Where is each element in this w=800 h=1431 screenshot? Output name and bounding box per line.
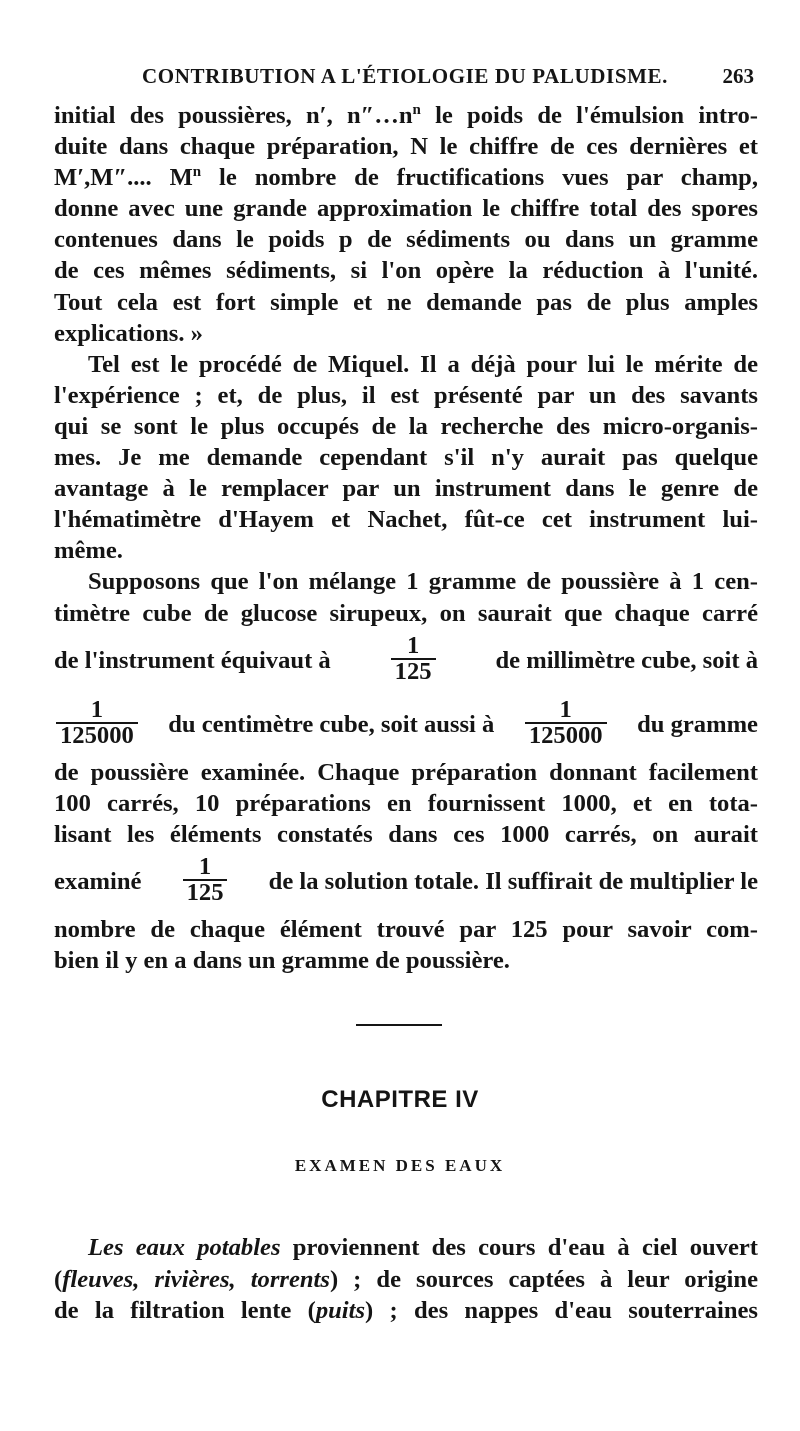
- paragraph-1: [54, 100, 758, 349]
- section-separator: [356, 1024, 442, 1026]
- paragraph-3: [54, 566, 758, 976]
- running-header: [54, 64, 756, 94]
- text-line: avantage à le remplacer par un instrument dans le genre de: [54, 475, 758, 503]
- text-span: de l'instrument équivaut à: [54, 647, 331, 675]
- text-line: 100 carrés, 10 préparations en fournissent 1000, et en tota-: [54, 789, 758, 817]
- text-line: nombre de chaque élément trouvé par 125 pour savoir com-: [54, 915, 758, 943]
- text-line: Supposons que l'on mélange 1 gramme de poussière à 1 cen-: [88, 568, 758, 596]
- text-line-with-fraction: [54, 850, 758, 914]
- page-number: 263: [722, 64, 754, 88]
- text-line: [54, 162, 758, 193]
- body-text: [54, 100, 758, 976]
- text-span: du centimètre cube, soit aussi à: [168, 711, 495, 739]
- text-line: explications. »: [54, 319, 203, 347]
- section-title: EXAMEN DES EAUX: [294, 1156, 506, 1175]
- text-line: contenues dans le poids p de sédiments ou dans un gramme: [54, 226, 758, 254]
- text-span: du gramme: [637, 711, 758, 739]
- italic-term: fleuves, rivières, torrents: [62, 1265, 330, 1293]
- text-line: [54, 100, 758, 131]
- text-line: [54, 1264, 758, 1296]
- fraction-denominator: 125: [391, 658, 436, 684]
- text-line: bien il y en a dans un gramme de poussière.: [54, 946, 510, 974]
- text-line: de poussière examinée. Chaque préparation donnant facilement: [54, 758, 758, 786]
- text-line: duite dans chaque préparation, N le chiffre de ces dernières et: [54, 133, 758, 161]
- text-line: même.: [54, 537, 123, 565]
- superscript: n: [412, 102, 421, 118]
- fraction: [56, 695, 138, 749]
- text-span: ) ; de sources captées à leur origine: [329, 1265, 758, 1293]
- text-line: l'expérience ; et, de plus, il est présenté par un des savants: [54, 381, 758, 409]
- superscript: n: [192, 164, 202, 181]
- text-span: de millimètre cube, soit à: [495, 647, 758, 675]
- text-line: [54, 1295, 758, 1327]
- text-line: Tel est le procédé de Miquel. Il a déjà pour lui le mérite de: [88, 350, 758, 378]
- fraction: [391, 631, 436, 685]
- text-line: qui se sont le plus occupés de la recherche des micro-organis-: [54, 412, 758, 440]
- text-line: donne avec une grande approximation le chiffre total des spores: [54, 195, 758, 223]
- text-span: de la filtration lente (: [54, 1297, 316, 1324]
- fraction-numerator: 1: [198, 852, 212, 880]
- fraction: [183, 852, 228, 906]
- fraction: [525, 695, 607, 749]
- text-span: (: [54, 1265, 63, 1293]
- italic-term: puits: [315, 1297, 366, 1324]
- text-line: timètre cube de glucose sirupeux, on saurait que chaque carré: [54, 599, 758, 627]
- chapter-title: CHAPITRE IV: [321, 1086, 479, 1113]
- text-span: proviennent des cours d'eau à ciel ouvert: [280, 1234, 758, 1261]
- text-span: ) ; des nappes d'eau souterraines: [365, 1297, 758, 1324]
- italic-term: Les eaux potables: [88, 1234, 281, 1261]
- fraction-numerator: 1: [90, 695, 104, 723]
- text-line: l'hématimètre d'Hayem et Nachet, fût-ce cet instrument lui-: [54, 506, 758, 534]
- text-span: de la solution totale. Il suffirait de multiplier le: [268, 868, 758, 896]
- fraction-numerator: 1: [406, 631, 420, 659]
- text-line: Tout cela est fort simple et ne demande pas de plus amples: [54, 288, 758, 316]
- chapter-opening-paragraph: [54, 1232, 758, 1327]
- text-line-with-fraction: [54, 629, 758, 693]
- text-span: le poids de l'émulsion intro-: [420, 102, 758, 129]
- text-span: initial des poussières, n′, n″…n: [54, 102, 413, 129]
- text-span: examiné: [54, 868, 142, 896]
- fraction-denominator: 125: [183, 879, 228, 905]
- text-line-with-fraction: [54, 693, 758, 757]
- text-line: mes. Je me demande cependant s'il n'y aurait pas quelque: [54, 444, 758, 472]
- text-line: de ces mêmes sédiments, si l'on opère la réduction à l'unité.: [54, 257, 758, 285]
- fraction-denominator: 125000: [56, 722, 138, 748]
- text-line: [54, 1232, 758, 1264]
- text-line: lisant les éléments constatés dans ces 1000 carrés, on aurait: [54, 820, 758, 848]
- fraction-denominator: 125000: [525, 722, 607, 748]
- fraction-numerator: 1: [559, 695, 572, 723]
- running-title: CONTRIBUTION A L'ÉTIOLOGIE DU PALUDISME.: [142, 64, 668, 88]
- text-span: le nombre de fructifications vues par champ,: [201, 164, 759, 192]
- paragraph-2: [54, 349, 758, 567]
- text-span: M′,M″.... M: [54, 164, 193, 192]
